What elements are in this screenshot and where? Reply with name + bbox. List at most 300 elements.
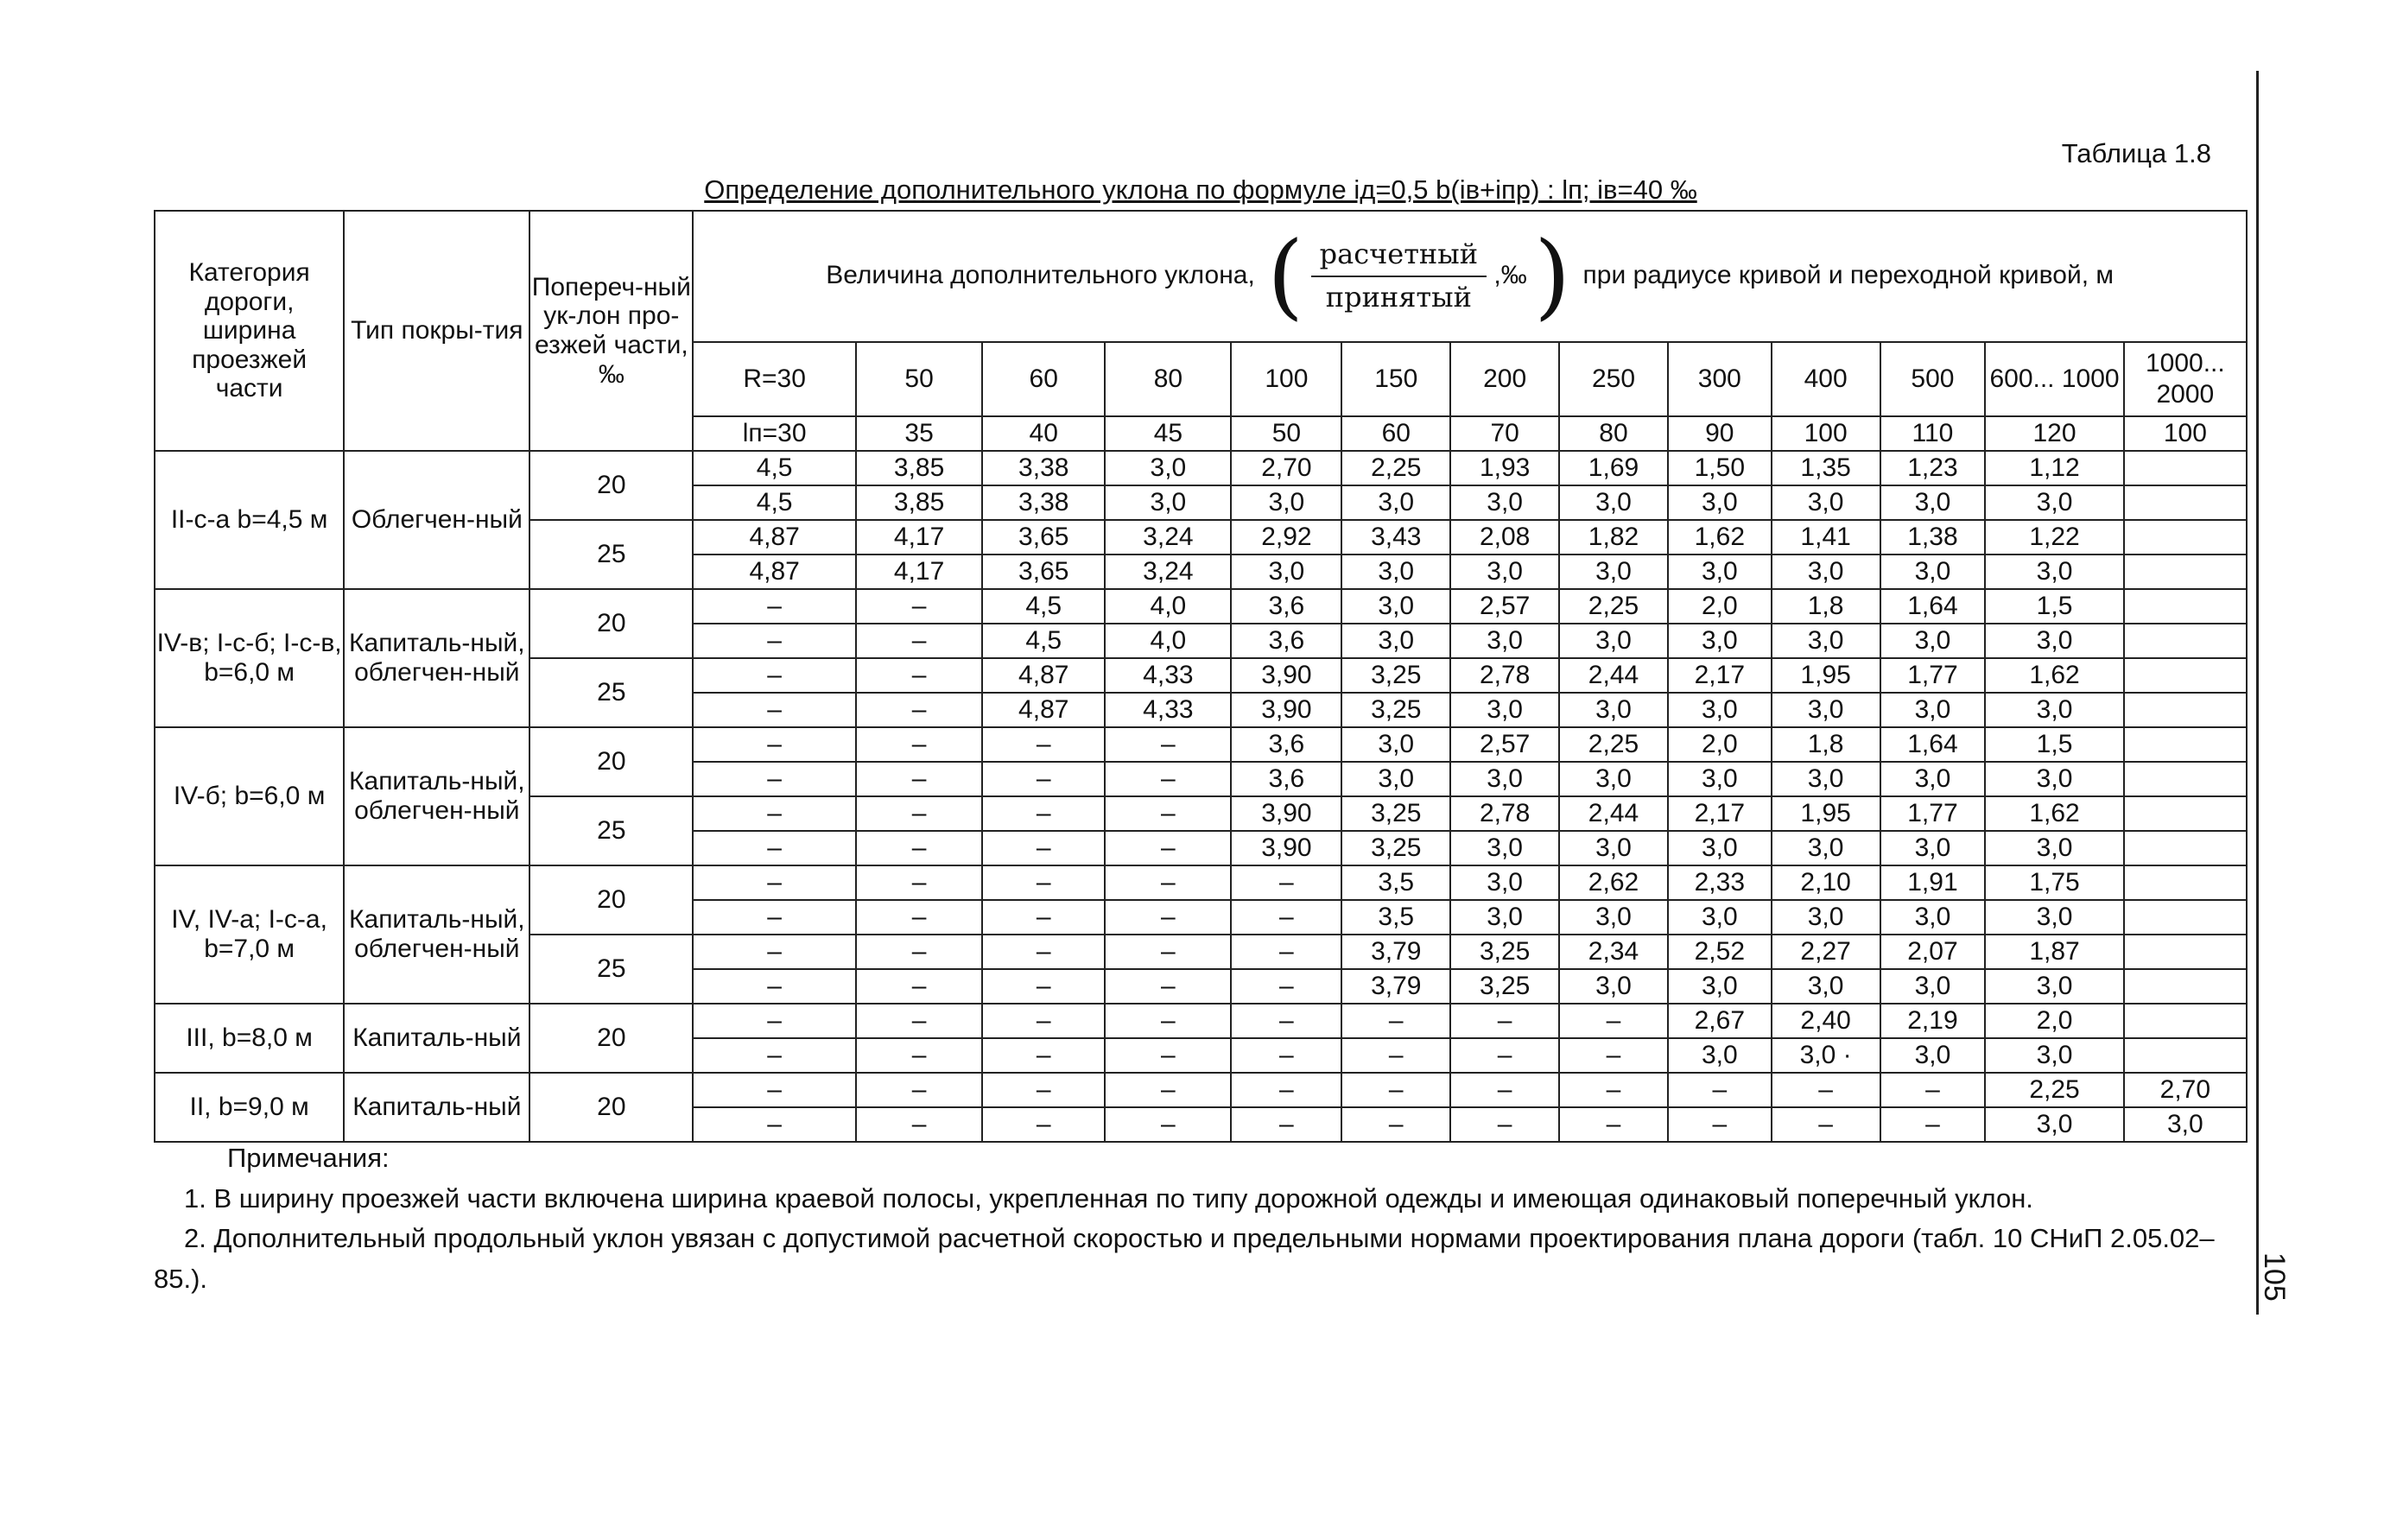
value-cell: – (1105, 727, 1231, 762)
value-cell: 3,0 (1450, 555, 1559, 589)
value-cell: 3,90 (1231, 831, 1341, 865)
value-cell: 3,0 (1985, 555, 2123, 589)
transition-length-header: 50 (1231, 416, 1341, 451)
value-cell: 3,0 (1668, 555, 1772, 589)
value-cell: 3,24 (1105, 555, 1231, 589)
cross-slope-cell: 20 (529, 1004, 693, 1073)
value-cell: 3,0 (1341, 589, 1450, 624)
value-cell: 3,79 (1341, 969, 1450, 1004)
value-cell: 3,25 (1341, 831, 1450, 865)
value-cell: – (982, 1107, 1105, 1142)
transition-length-header: 100 (1772, 416, 1880, 451)
value-cell: – (1231, 1004, 1341, 1038)
transition-length-header: 60 (1341, 416, 1450, 451)
value-cell: 2,52 (1668, 935, 1772, 969)
fraction-numerator: расчетный (1319, 238, 1479, 271)
table-row (155, 451, 2247, 485)
value-cell: 4,5 (693, 485, 856, 520)
value-cell: 1,8 (1772, 727, 1880, 762)
value-cell: 3,0 (1341, 555, 1450, 589)
value-cell: 2,57 (1450, 589, 1559, 624)
value-cell: – (856, 865, 982, 900)
value-cell: – (1105, 831, 1231, 865)
value-cell: – (856, 900, 982, 935)
value-cell: – (982, 1004, 1105, 1038)
value-cell: 2,25 (1559, 727, 1668, 762)
value-cell: 3,65 (982, 520, 1105, 555)
paren-left: ( (1267, 222, 1304, 330)
value-cell: 3,0 · (1772, 1038, 1880, 1073)
value-cell: – (693, 935, 856, 969)
value-cell: – (982, 935, 1105, 969)
table-number: Таблица 1.8 (2061, 138, 2211, 168)
value-cell: 3,0 (1880, 762, 1986, 796)
value-cell: 3,0 (1450, 624, 1559, 658)
value-cell: 1,23 (1880, 451, 1986, 485)
value-cell: 1,95 (1772, 658, 1880, 693)
value-cell: 3,0 (1231, 555, 1341, 589)
value-cell: 1,93 (1450, 451, 1559, 485)
value-cell (2124, 727, 2247, 762)
value-cell: 3,43 (1341, 520, 1450, 555)
value-cell: 3,5 (1341, 900, 1450, 935)
radius-header: 100 (1231, 342, 1341, 416)
value-cell: 1,75 (1985, 865, 2123, 900)
value-cell: 3,0 (1772, 900, 1880, 935)
transition-length-header: 120 (1985, 416, 2123, 451)
value-cell: 4,5 (982, 589, 1105, 624)
header-fraction (1267, 222, 1571, 330)
value-cell: – (856, 1004, 982, 1038)
value-cell: – (982, 969, 1105, 1004)
value-cell: – (693, 693, 856, 727)
value-cell: 1,22 (1985, 520, 2123, 555)
surface-cell: Облегчен-ный (344, 451, 529, 589)
value-cell: – (1105, 1004, 1231, 1038)
value-cell: 2,92 (1231, 520, 1341, 555)
value-cell: 3,0 (1341, 485, 1450, 520)
value-cell: 1,82 (1559, 520, 1668, 555)
value-cell: – (1668, 1107, 1772, 1142)
value-cell: 3,79 (1341, 935, 1450, 969)
value-cell: – (1105, 1038, 1231, 1073)
value-cell: – (856, 1073, 982, 1107)
value-cell: – (1105, 1073, 1231, 1107)
radius-header: 60 (982, 342, 1105, 416)
value-cell: – (856, 935, 982, 969)
table-row (155, 1073, 2247, 1107)
value-cell: 2,40 (1772, 1004, 1880, 1038)
value-cell: 4,87 (982, 693, 1105, 727)
value-cell: 3,0 (1341, 624, 1450, 658)
transition-length-header: 35 (856, 416, 982, 451)
value-cell: 4,17 (856, 555, 982, 589)
value-cell: 2,44 (1559, 658, 1668, 693)
value-cell: – (1772, 1107, 1880, 1142)
value-cell (2124, 658, 2247, 693)
value-cell: 2,33 (1668, 865, 1772, 900)
table-row (155, 727, 2247, 762)
value-cell: 3,6 (1231, 727, 1341, 762)
value-cell: 3,0 (1985, 1107, 2123, 1142)
value-cell: 2,0 (1668, 727, 1772, 762)
value-cell: 2,25 (1559, 589, 1668, 624)
value-cell (2124, 1004, 2247, 1038)
paren-right: ) (1534, 222, 1571, 330)
value-cell: 2,27 (1772, 935, 1880, 969)
value-cell: 3,0 (1772, 555, 1880, 589)
cross-slope-cell: 25 (529, 935, 693, 1004)
value-cell: 3,25 (1341, 796, 1450, 831)
value-cell: 3,6 (1231, 762, 1341, 796)
value-cell: – (982, 865, 1105, 900)
value-cell: – (982, 831, 1105, 865)
value-cell: – (982, 1073, 1105, 1107)
value-cell: – (693, 969, 856, 1004)
value-cell: 3,0 (1772, 693, 1880, 727)
value-cell: 3,0 (1668, 693, 1772, 727)
value-cell: 3,0 (1450, 831, 1559, 865)
value-cell: 3,0 (1985, 762, 2123, 796)
value-cell: – (1559, 1004, 1668, 1038)
value-cell: – (1559, 1038, 1668, 1073)
value-cell: 2,67 (1668, 1004, 1772, 1038)
value-cell: 1,69 (1559, 451, 1668, 485)
value-cell: – (1559, 1107, 1668, 1142)
value-cell: 3,0 (1985, 1038, 2123, 1073)
value-cell (2124, 1038, 2247, 1073)
value-cell: 4,0 (1105, 624, 1231, 658)
value-cell: 2,07 (1880, 935, 1986, 969)
table-row (155, 865, 2247, 900)
value-cell: – (1231, 1038, 1341, 1073)
value-cell: 3,0 (1450, 485, 1559, 520)
value-cell: – (1880, 1107, 1986, 1142)
value-cell: – (1231, 1073, 1341, 1107)
value-cell: – (1105, 900, 1231, 935)
value-cell: 3,0 (1772, 831, 1880, 865)
value-cell: 4,33 (1105, 658, 1231, 693)
page-edge-rule (2256, 71, 2259, 1315)
value-cell: – (1105, 762, 1231, 796)
transition-length-header: 45 (1105, 416, 1231, 451)
value-cell: 3,0 (1772, 624, 1880, 658)
value-cell: – (856, 1107, 982, 1142)
value-cell: 1,62 (1668, 520, 1772, 555)
value-cell: 3,5 (1341, 865, 1450, 900)
value-cell: 1,50 (1668, 451, 1772, 485)
value-cell: 3,0 (1668, 1038, 1772, 1073)
value-cell: 3,90 (1231, 693, 1341, 727)
value-cell: 3,0 (1880, 485, 1986, 520)
value-cell: 2,0 (1985, 1004, 2123, 1038)
value-cell: 1,64 (1880, 589, 1986, 624)
radius-header: 400 (1772, 342, 1880, 416)
transition-length-header: 70 (1450, 416, 1559, 451)
value-cell: 3,90 (1231, 658, 1341, 693)
value-cell: 3,0 (1668, 831, 1772, 865)
value-cell (2124, 589, 2247, 624)
category-cell: III, b=8,0 м (155, 1004, 344, 1073)
value-cell: – (1231, 1107, 1341, 1142)
value-cell: – (1341, 1107, 1450, 1142)
cross-slope-cell: 20 (529, 451, 693, 520)
value-cell: 3,0 (1559, 555, 1668, 589)
value-cell: 3,0 (1880, 1038, 1986, 1073)
value-cell: 3,0 (1105, 451, 1231, 485)
value-cell: 3,0 (1668, 762, 1772, 796)
value-cell: – (693, 762, 856, 796)
slope-table (154, 210, 2248, 1143)
value-cell (2124, 520, 2247, 555)
value-cell (2124, 762, 2247, 796)
value-cell: 3,25 (1341, 658, 1450, 693)
value-cell: 1,77 (1880, 658, 1986, 693)
value-cell: – (856, 624, 982, 658)
value-cell: 2,0 (1668, 589, 1772, 624)
value-cell: – (1231, 969, 1341, 1004)
radius-header: 300 (1668, 342, 1772, 416)
value-cell: 1,62 (1985, 796, 2123, 831)
value-cell: 1,62 (1985, 658, 2123, 693)
value-cell: 3,0 (2124, 1107, 2247, 1142)
value-cell: 2,78 (1450, 796, 1559, 831)
value-cell: – (693, 589, 856, 624)
value-cell: – (856, 1038, 982, 1073)
category-cell: IV-в; I-с-б; I-с-в, b=6,0 м (155, 589, 344, 727)
value-cell: – (693, 831, 856, 865)
radius-header: 150 (1341, 342, 1450, 416)
value-cell (2124, 796, 2247, 831)
value-cell: – (982, 796, 1105, 831)
value-cell (2124, 693, 2247, 727)
value-cell: 2,78 (1450, 658, 1559, 693)
value-cell: – (1341, 1073, 1450, 1107)
value-cell: – (1450, 1038, 1559, 1073)
value-cell: 3,65 (982, 555, 1105, 589)
value-cell: 3,0 (1559, 900, 1668, 935)
value-cell: 3,85 (856, 485, 982, 520)
surface-cell: Капиталь-ный (344, 1004, 529, 1073)
header-main-right: при радиусе кривой и переходной кривой, м (1582, 260, 2115, 289)
fraction-denominator: принятый (1325, 281, 1472, 314)
value-cell: 2,19 (1880, 1004, 1986, 1038)
transition-length-header: 80 (1559, 416, 1668, 451)
value-cell: 4,87 (693, 520, 856, 555)
value-cell: 2,44 (1559, 796, 1668, 831)
value-cell: – (856, 796, 982, 831)
note-2: 2. Дополнительный продольный уклон увязан с допустимой расчетной скоростью и предельными нормами проектирования плана дороги (табл. 10 СНиП 2.05.02–85.). (154, 1223, 2215, 1294)
note-1: 1. В ширину проезжей части включена ширина краевой полосы, укрепленная по типу дорожной одежды и имеющая одинаковый поперечный уклон. (184, 1182, 2033, 1214)
value-cell: 3,0 (1450, 900, 1559, 935)
value-cell: 2,70 (2124, 1073, 2247, 1107)
cross-slope-cell: 20 (529, 1073, 693, 1142)
value-cell (2124, 624, 2247, 658)
value-cell: – (693, 624, 856, 658)
value-cell (2124, 831, 2247, 865)
value-cell: – (693, 796, 856, 831)
value-cell: – (1341, 1004, 1450, 1038)
cross-slope-cell: 20 (529, 589, 693, 658)
value-cell: 2,10 (1772, 865, 1880, 900)
value-cell: – (856, 969, 982, 1004)
value-cell: 1,5 (1985, 589, 2123, 624)
value-cell: 3,0 (1231, 485, 1341, 520)
transition-length-header: 110 (1880, 416, 1986, 451)
value-cell: 3,0 (1559, 693, 1668, 727)
value-cell: 1,35 (1772, 451, 1880, 485)
value-cell: 3,0 (1450, 762, 1559, 796)
value-cell: – (856, 727, 982, 762)
value-cell: – (982, 900, 1105, 935)
page-number: 105 (2258, 1252, 2291, 1302)
value-cell: 3,25 (1450, 935, 1559, 969)
header-surface: Тип покры-тия (344, 211, 529, 451)
value-cell: – (693, 900, 856, 935)
value-cell: 2,57 (1450, 727, 1559, 762)
value-cell: 3,0 (1880, 624, 1986, 658)
value-cell: – (1105, 796, 1231, 831)
value-cell: – (1105, 969, 1231, 1004)
value-cell: 3,0 (1559, 831, 1668, 865)
category-cell: IV, IV-а; I-с-а, b=7,0 м (155, 865, 344, 1004)
value-cell: 3,6 (1231, 624, 1341, 658)
value-cell: – (693, 658, 856, 693)
value-cell: – (1772, 1073, 1880, 1107)
radius-header: 1000... 2000 (2124, 342, 2247, 416)
value-cell: 2,08 (1450, 520, 1559, 555)
value-cell: 1,87 (1985, 935, 2123, 969)
table-row (155, 1004, 2247, 1038)
value-cell: – (1231, 900, 1341, 935)
value-cell: – (982, 727, 1105, 762)
value-cell: 3,38 (982, 485, 1105, 520)
transition-length-header: 100 (2124, 416, 2247, 451)
value-cell: – (693, 1107, 856, 1142)
value-cell: – (693, 1073, 856, 1107)
value-cell: 2,62 (1559, 865, 1668, 900)
value-cell (2124, 451, 2247, 485)
value-cell: – (1105, 935, 1231, 969)
value-cell: – (1450, 1073, 1559, 1107)
fraction-unit: ,‰ (1493, 260, 1527, 289)
value-cell: 3,0 (1880, 969, 1986, 1004)
table-caption-text: Определение дополнительного уклона по формуле iд=0,5 b(iв+iпр) : lп; iв=40 ‰ (704, 174, 1697, 205)
value-cell: 3,0 (1559, 485, 1668, 520)
value-cell: – (856, 831, 982, 865)
value-cell: 2,70 (1231, 451, 1341, 485)
header-main-left: Величина дополнительного уклона, (826, 260, 1255, 289)
value-cell: 3,0 (1772, 762, 1880, 796)
value-cell: 3,0 (1772, 969, 1880, 1004)
category-cell: II-с-а b=4,5 м (155, 451, 344, 589)
value-cell: 3,0 (1985, 969, 2123, 1004)
radius-header: 80 (1105, 342, 1231, 416)
value-cell (2124, 969, 2247, 1004)
value-cell: 3,0 (1985, 485, 2123, 520)
value-cell: – (693, 727, 856, 762)
surface-cell: Капиталь-ный, облегчен-ный (344, 865, 529, 1004)
value-cell: – (1880, 1073, 1986, 1107)
value-cell: 2,25 (1985, 1073, 2123, 1107)
value-cell: – (1231, 935, 1341, 969)
value-cell: 3,0 (1985, 624, 2123, 658)
cross-slope-cell: 20 (529, 865, 693, 935)
cross-slope-cell: 25 (529, 658, 693, 727)
value-cell: 1,8 (1772, 589, 1880, 624)
surface-cell: Капиталь-ный, облегчен-ный (344, 589, 529, 727)
radius-header: 500 (1880, 342, 1986, 416)
value-cell: 1,5 (1985, 727, 2123, 762)
surface-cell: Капиталь-ный, облегчен-ный (344, 727, 529, 865)
value-cell: – (856, 693, 982, 727)
surface-cell: Капиталь-ный (344, 1073, 529, 1142)
value-cell: – (982, 762, 1105, 796)
value-cell: – (1450, 1004, 1559, 1038)
value-cell: 4,5 (982, 624, 1105, 658)
value-cell (2124, 865, 2247, 900)
value-cell: 3,0 (1772, 485, 1880, 520)
value-cell: 3,0 (1668, 900, 1772, 935)
value-cell: – (856, 658, 982, 693)
value-cell: – (693, 865, 856, 900)
value-cell: 2,34 (1559, 935, 1668, 969)
header-category: Категория дороги, ширина проезжей части (155, 211, 344, 451)
value-cell: – (693, 1004, 856, 1038)
value-cell: 3,0 (1880, 555, 1986, 589)
value-cell: 1,41 (1772, 520, 1880, 555)
value-cell: 3,0 (1450, 865, 1559, 900)
value-cell: 1,38 (1880, 520, 1986, 555)
value-cell: 3,0 (1880, 900, 1986, 935)
cross-slope-cell: 25 (529, 520, 693, 589)
value-cell (2124, 935, 2247, 969)
value-cell: – (1668, 1073, 1772, 1107)
value-cell: 3,0 (1985, 900, 2123, 935)
value-cell (2124, 900, 2247, 935)
radius-header: R=30 (693, 342, 856, 416)
value-cell: 4,87 (982, 658, 1105, 693)
value-cell: – (1105, 865, 1231, 900)
value-cell: – (856, 762, 982, 796)
value-cell: 1,64 (1880, 727, 1986, 762)
value-cell: – (1231, 865, 1341, 900)
value-cell (2124, 555, 2247, 589)
transition-length-header: 40 (982, 416, 1105, 451)
value-cell: 3,0 (1880, 831, 1986, 865)
value-cell: 3,85 (856, 451, 982, 485)
transition-length-header: lп=30 (693, 416, 856, 451)
header-main (693, 211, 2247, 342)
category-cell: IV-б; b=6,0 м (155, 727, 344, 865)
category-cell: II, b=9,0 м (155, 1073, 344, 1142)
value-cell: 3,6 (1231, 589, 1341, 624)
value-cell: – (1450, 1107, 1559, 1142)
header-cross-slope: Попереч-ный ук-лон про-езжей части,‰ (529, 211, 693, 451)
value-cell: 3,0 (1450, 693, 1559, 727)
notes (154, 1138, 2244, 1299)
radius-header: 250 (1559, 342, 1668, 416)
value-cell (2124, 485, 2247, 520)
value-cell: 1,12 (1985, 451, 2123, 485)
value-cell: 1,91 (1880, 865, 1986, 900)
table-caption (155, 174, 2246, 206)
value-cell: 3,0 (1559, 969, 1668, 1004)
radius-header: 200 (1450, 342, 1559, 416)
value-cell: 4,33 (1105, 693, 1231, 727)
cross-slope-cell: 20 (529, 727, 693, 796)
value-cell: 3,90 (1231, 796, 1341, 831)
